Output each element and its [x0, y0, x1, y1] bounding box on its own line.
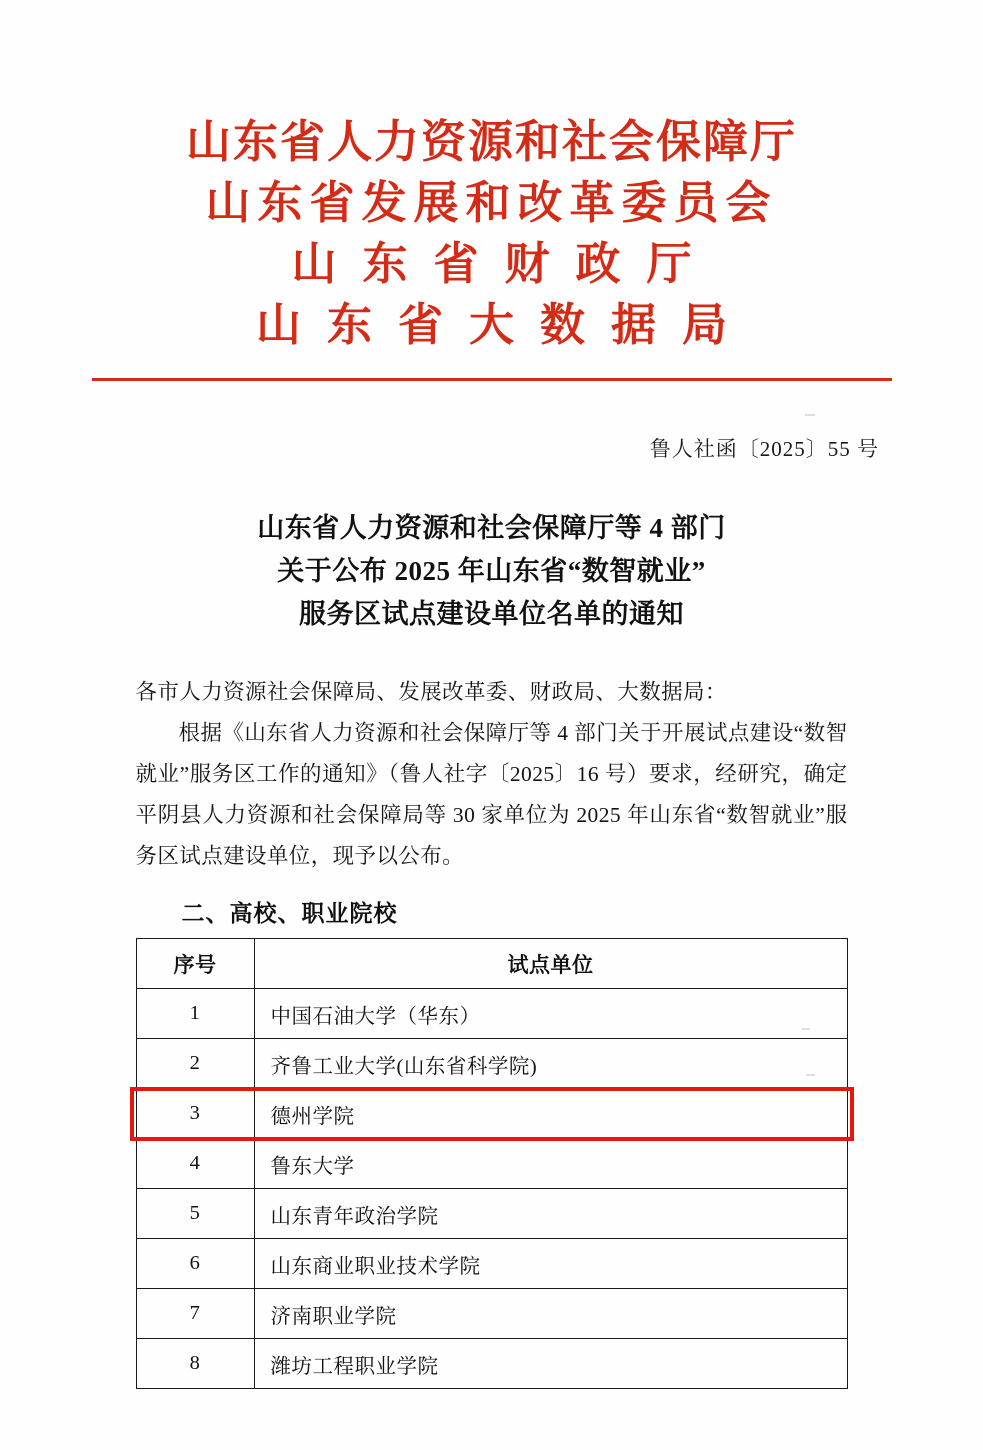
title-line-3: 服务区试点建设单位名单的通知	[299, 599, 684, 629]
section-heading: 二、高校、职业院校	[181, 901, 398, 926]
cell-unit-name: 鲁东大学	[254, 1139, 847, 1189]
letterhead-line-1: 山东省人力资源和社会保障厅	[185, 117, 797, 167]
letterhead-divider	[92, 378, 892, 381]
title-line-2: 关于公布 2025 年山东省“数智就业”	[277, 556, 706, 586]
letterhead-line-4: 山东省大数据局	[255, 300, 753, 350]
body-paragraph-1: 根据《山东省人力资源和社会保障厅等 4 部门关于开展试点建设“数智就业”服务区工作的通知》（鲁人社字〔2025〕16 号）要求，经研究，确定平阴县人力资源和社会保障局等 30 家单位为 2025 年山东省“数智就业”服务区试点建设单位，现予以公布。	[135, 721, 848, 868]
cell-unit-name: 齐鲁工业大学(山东省科学院)	[254, 1039, 847, 1089]
cell-unit-name: 中国石油大学（华东）	[254, 989, 847, 1039]
letterhead-line-2: 山东省发展和改革委员会	[205, 178, 778, 228]
table-row	[136, 989, 847, 1039]
salutation: 各市人力资源社会保障局、发展改革委、财政局、大数据局：	[135, 680, 727, 704]
column-header-unit: 试点单位	[254, 939, 847, 989]
pilot-units-table	[136, 938, 848, 1389]
cell-unit-name: 济南职业学院	[254, 1289, 847, 1339]
cell-unit-name: 潍坊工程职业学院	[254, 1339, 847, 1389]
cell-unit-name: 德州学院	[254, 1089, 847, 1139]
table-header-row	[136, 939, 847, 989]
cell-unit-name: 山东商业职业技术学院	[254, 1239, 847, 1289]
table-row	[136, 1039, 847, 1089]
cell-unit-name: 山东青年政治学院	[254, 1189, 847, 1239]
table-row	[136, 1139, 847, 1189]
cell-index: 4	[136, 1139, 254, 1189]
cell-index: 8	[136, 1339, 254, 1389]
cell-index: 7	[136, 1289, 254, 1339]
cell-index: 5	[136, 1189, 254, 1239]
letterhead-line-3: 山东省财政厅	[291, 239, 718, 289]
page-title	[112, 507, 872, 636]
title-line-1: 山东省人力资源和社会保障厅等 4 部门	[257, 513, 726, 543]
letterhead	[132, 0, 852, 356]
table-wrapper	[136, 938, 848, 1389]
cell-index: 3	[136, 1089, 254, 1139]
column-header-index: 序号	[136, 939, 254, 989]
table-row	[136, 1189, 847, 1239]
document-number: 鲁人社函〔2025〕55 号	[649, 437, 879, 461]
table-row-highlighted	[136, 1089, 847, 1139]
table-row	[136, 1339, 847, 1389]
cell-index: 2	[136, 1039, 254, 1089]
table-row	[136, 1289, 847, 1339]
table-row	[136, 1239, 847, 1289]
body-text	[136, 672, 848, 877]
table-body	[136, 989, 847, 1389]
cell-index: 1	[136, 989, 254, 1039]
cell-index: 6	[136, 1239, 254, 1289]
